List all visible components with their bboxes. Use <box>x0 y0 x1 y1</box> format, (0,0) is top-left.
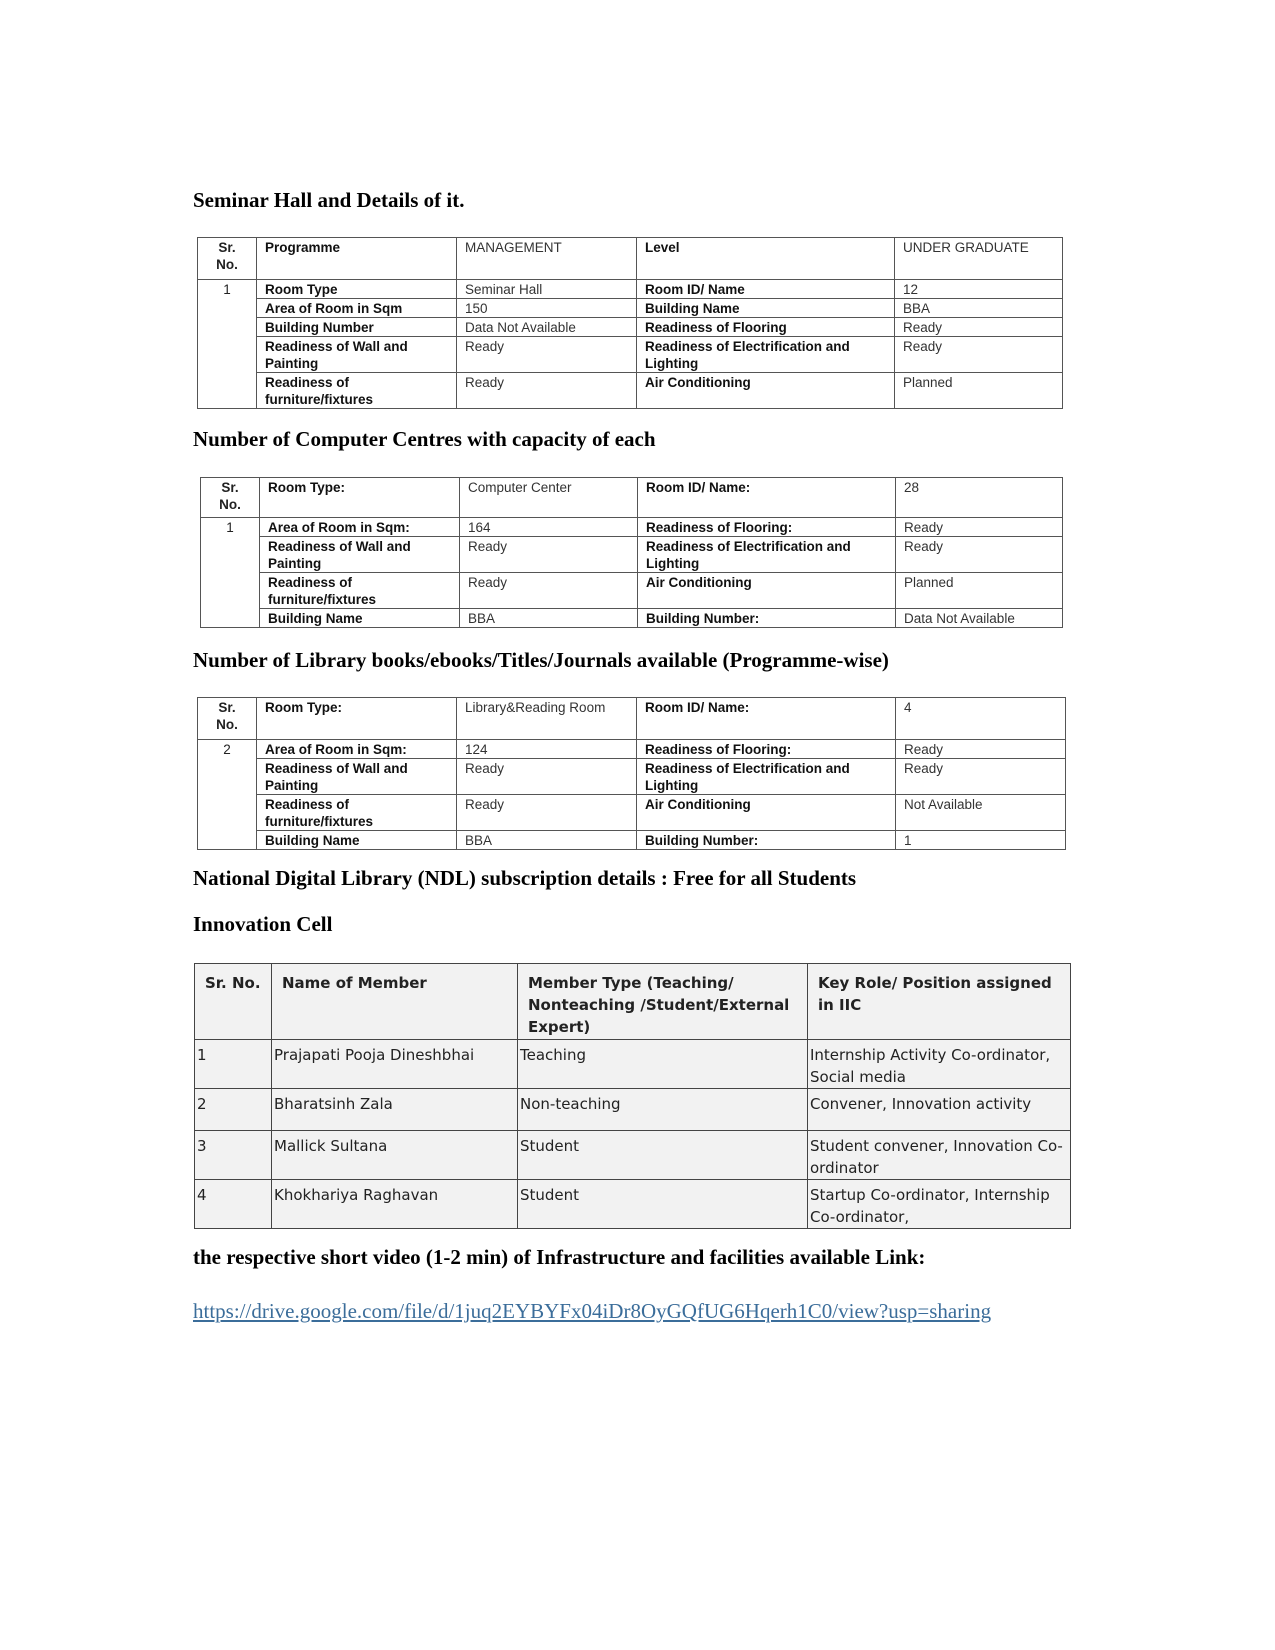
table-cell: Data Not Available <box>896 609 1063 628</box>
video-heading: the respective short video (1-2 min) of Infrastructure and facilities available Link: <box>193 1245 926 1269</box>
computer-centre-table <box>200 477 1063 628</box>
table-cell: Startup Co-ordinator, Internship Co-ordinator, <box>808 1180 1071 1229</box>
sr-no-value: 1 <box>198 280 257 409</box>
table-cell: Bharatsinh Zala <box>272 1089 518 1131</box>
table-cell: 4 <box>896 698 1066 740</box>
table-cell: 28 <box>896 478 1063 518</box>
table-cell: Area of Room in Sqm: <box>257 740 457 759</box>
table-cell: Readiness of Wall and Painting <box>260 537 460 573</box>
library-heading: Number of Library books/ebooks/Titles/Journals available (Programme-wise) <box>193 648 889 672</box>
table-cell: Prajapati Pooja Dineshbhai <box>272 1040 518 1089</box>
table-cell: Building Name <box>257 831 457 850</box>
table-cell: Readiness of Wall and Painting <box>257 759 457 795</box>
table-cell: Not Available <box>896 795 1066 831</box>
table-cell: Room Type: <box>260 478 460 518</box>
table-cell: 1 <box>195 1040 272 1089</box>
seminar-heading: Seminar Hall and Details of it. <box>193 188 465 212</box>
table-cell: Readiness of Flooring: <box>637 740 896 759</box>
table-cell: Ready <box>895 337 1063 373</box>
table-cell: Data Not Available <box>457 318 637 337</box>
sr-no-header: Sr. No. <box>201 478 260 518</box>
table-cell: Readiness of Electrification and Lighting <box>637 337 895 373</box>
ndl-heading: National Digital Library (NDL) subscription details : Free for all Students <box>193 866 857 890</box>
sr-no-value: 2 <box>198 740 257 850</box>
table-cell: Seminar Hall <box>457 280 637 299</box>
table-cell: Readiness of furniture/fixtures <box>257 795 457 831</box>
video-link[interactable]: https://drive.google.com/file/d/1juq2EYBYFx04iDr8OyGQfUG6Hqerh1C0/view?usp=sharing <box>193 1299 992 1323</box>
table-cell: Building Number: <box>637 831 896 850</box>
table-cell: Ready <box>457 795 637 831</box>
table-cell: Student convener, Innovation Co-ordinator <box>808 1131 1071 1180</box>
table-cell: Room ID/ Name <box>637 280 895 299</box>
innovation-cell-table <box>194 963 1071 1229</box>
table-cell: Readiness of furniture/fixtures <box>260 573 460 609</box>
table-cell: BBA <box>460 609 638 628</box>
table-cell: BBA <box>457 831 637 850</box>
table-cell: Ready <box>896 740 1066 759</box>
table-cell: Area of Room in Sqm: <box>260 518 460 537</box>
table-cell: Convener, Innovation activity <box>808 1089 1071 1131</box>
table-cell: Ready <box>457 337 637 373</box>
table-cell: Readiness of Wall and Painting <box>257 337 457 373</box>
table-cell: 1 <box>896 831 1066 850</box>
table-cell: Building Number: <box>638 609 896 628</box>
table-cell: Programme <box>257 238 457 280</box>
table-cell: Ready <box>896 537 1063 573</box>
table-cell: Air Conditioning <box>638 573 896 609</box>
column-header: Key Role/ Position assigned in IIC <box>808 964 1071 1040</box>
library-table <box>197 697 1066 850</box>
table-cell: Ready <box>460 573 638 609</box>
table-cell: Computer Center <box>460 478 638 518</box>
table-cell: Ready <box>457 373 637 409</box>
table-cell: Ready <box>895 318 1063 337</box>
table-cell: Non-teaching <box>518 1089 808 1131</box>
table-cell: Mallick Sultana <box>272 1131 518 1180</box>
seminar-hall-table <box>197 237 1063 409</box>
table-cell: Room Type <box>257 280 457 299</box>
table-cell: Level <box>637 238 895 280</box>
table-cell: 150 <box>457 299 637 318</box>
table-cell: Ready <box>457 759 637 795</box>
table-cell: 164 <box>460 518 638 537</box>
table-cell: Room Type: <box>257 698 457 740</box>
table-cell: Readiness of Flooring <box>637 318 895 337</box>
innovation-cell-heading: Innovation Cell <box>193 912 333 936</box>
table-cell: UNDER GRADUATE <box>895 238 1063 280</box>
table-cell: 3 <box>195 1131 272 1180</box>
column-header: Sr. No. <box>195 964 272 1040</box>
table-cell: Planned <box>896 573 1063 609</box>
table-cell: Building Name <box>637 299 895 318</box>
column-header: Member Type (Teaching/ Nonteaching /Student/External Expert) <box>518 964 808 1040</box>
sr-no-header: Sr. No. <box>198 698 257 740</box>
computer-centres-heading: Number of Computer Centres with capacity of each <box>193 427 656 451</box>
table-cell: Ready <box>896 759 1066 795</box>
sr-no-value: 1 <box>201 518 260 628</box>
table-cell: BBA <box>895 299 1063 318</box>
table-cell: Building Name <box>260 609 460 628</box>
table-cell: 4 <box>195 1180 272 1229</box>
table-cell: 124 <box>457 740 637 759</box>
table-cell: 2 <box>195 1089 272 1131</box>
table-cell: Planned <box>895 373 1063 409</box>
table-cell: Khokhariya Raghavan <box>272 1180 518 1229</box>
table-cell: Room ID/ Name: <box>637 698 896 740</box>
table-cell: Air Conditioning <box>637 795 896 831</box>
table-cell: Teaching <box>518 1040 808 1089</box>
table-cell: Student <box>518 1180 808 1229</box>
table-cell: Student <box>518 1131 808 1180</box>
table-cell: Air Conditioning <box>637 373 895 409</box>
table-cell: Readiness of Electrification and Lighting <box>637 759 896 795</box>
column-header: Name of Member <box>272 964 518 1040</box>
table-cell: Area of Room in Sqm <box>257 299 457 318</box>
sr-no-header: Sr. No. <box>198 238 257 280</box>
table-cell: Readiness of furniture/fixtures <box>257 373 457 409</box>
table-cell: MANAGEMENT <box>457 238 637 280</box>
table-cell: 12 <box>895 280 1063 299</box>
table-cell: Internship Activity Co-ordinator, Social media <box>808 1040 1071 1089</box>
table-cell: Room ID/ Name: <box>638 478 896 518</box>
table-cell: Building Number <box>257 318 457 337</box>
table-cell: Readiness of Electrification and Lighting <box>638 537 896 573</box>
table-cell: Ready <box>896 518 1063 537</box>
table-cell: Readiness of Flooring: <box>638 518 896 537</box>
table-cell: Ready <box>460 537 638 573</box>
table-cell: Library&Reading Room <box>457 698 637 740</box>
